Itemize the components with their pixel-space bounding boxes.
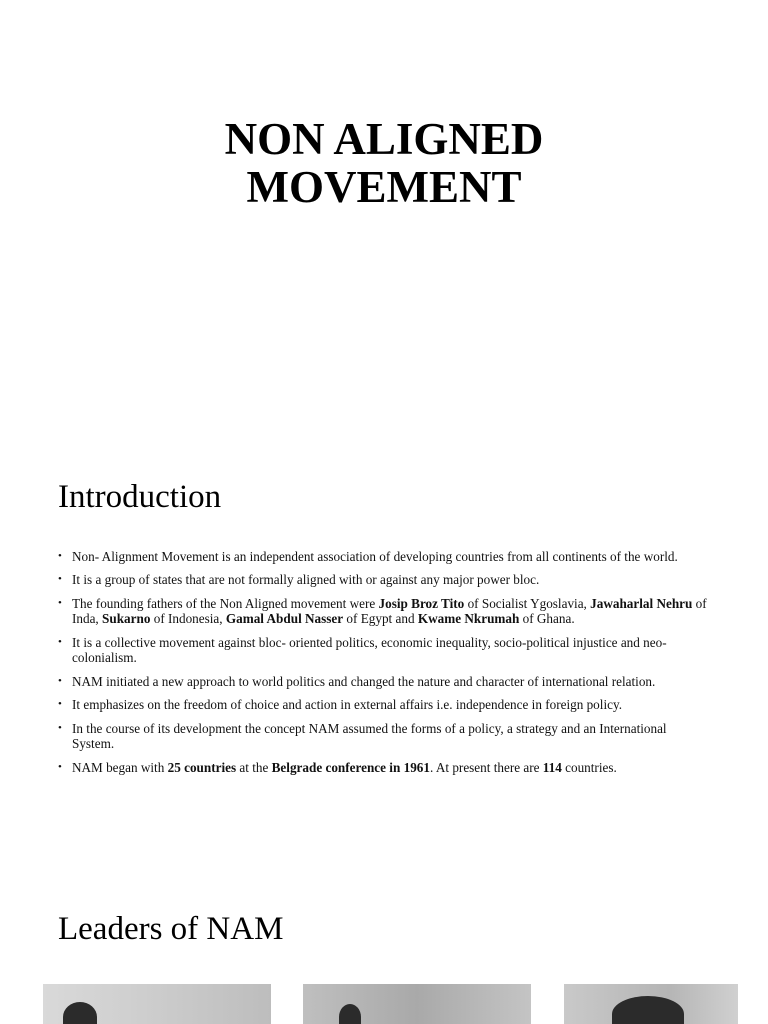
bullet-dot-icon: • xyxy=(58,596,62,609)
introduction-bullet-item xyxy=(58,549,708,565)
leader-photo-1-figure xyxy=(63,1002,97,1024)
introduction-bullet-item xyxy=(58,674,708,690)
bullet-dot-icon: • xyxy=(58,635,62,648)
leader-photo-3 xyxy=(564,984,738,1024)
bullet-text: at the xyxy=(236,759,272,775)
bullet-text: of Inda, xyxy=(72,595,707,627)
introduction-bullet-item xyxy=(58,721,708,752)
introduction-bullet-item xyxy=(58,572,708,588)
bullet-bold-text: 114 xyxy=(542,759,562,775)
bullet-dot-icon: • xyxy=(58,760,62,773)
title-line-2: MOVEMENT xyxy=(246,162,522,212)
bullet-text: It is a group of states that are not formally aligned with or against any major power bloc. xyxy=(72,572,540,588)
bullet-dot-icon: • xyxy=(58,573,62,586)
bullet-text: The founding fathers of the Non Aligned movement were xyxy=(72,595,379,611)
bullet-text: Non- Alignment Movement is an independent association of developing countries from all continents of the world. xyxy=(72,549,678,564)
leader-photo-2-figure xyxy=(339,1004,361,1024)
introduction-heading: Introduction xyxy=(58,479,222,515)
bullet-bold-text: Sukarno xyxy=(102,611,151,627)
bullet-text: It is a collective movement against bloc- oriented politics, economic inequality, socio-political injustice and neo-colonialism. xyxy=(72,634,667,666)
introduction-bullet-item xyxy=(58,697,708,713)
bullet-text: It emphasizes on the freedom of choice and action in external affairs i.e. independence in foreign policy. xyxy=(72,697,622,713)
leader-photo-1 xyxy=(43,984,271,1024)
bullet-text: countries. xyxy=(561,759,617,775)
bullet-dot-icon: • xyxy=(58,698,62,711)
bullet-dot-icon: • xyxy=(58,721,62,734)
bullet-bold-text: Belgrade conference in 1961 xyxy=(271,759,430,775)
bullet-text: In the course of its development the concept NAM assumed the forms of a policy, a strategy and an International System. xyxy=(72,720,667,752)
page-title xyxy=(0,115,768,211)
bullet-text: of Indonesia, xyxy=(150,611,226,627)
leaders-heading: Leaders of NAM xyxy=(58,911,284,947)
introduction-bullet-item xyxy=(58,635,708,666)
bullet-text: NAM began with xyxy=(72,759,168,775)
bullet-bold-text: Gamal Abdul Nasser xyxy=(225,611,344,627)
bullet-dot-icon: • xyxy=(58,674,62,687)
introduction-bullet-list xyxy=(58,549,708,783)
bullet-text: of Socialist Ygoslavia, xyxy=(464,595,591,611)
leader-photo-3-figure xyxy=(612,996,684,1024)
bullet-text: of Ghana. xyxy=(519,611,575,627)
bullet-dot-icon: • xyxy=(58,550,62,562)
leader-photo-2 xyxy=(303,984,531,1024)
title-line-1: NON ALIGNED xyxy=(224,114,544,164)
introduction-bullet-item xyxy=(58,760,708,776)
introduction-bullet-item xyxy=(58,596,708,627)
bullet-bold-text: Josip Broz Tito xyxy=(378,595,465,611)
bullet-text: . At present there are xyxy=(429,759,543,775)
bullet-bold-text: Jawaharlal Nehru xyxy=(590,595,693,611)
bullet-bold-text: 25 countries xyxy=(167,759,237,775)
bullet-text: of Egypt and xyxy=(343,611,418,627)
bullet-bold-text: Kwame Nkrumah xyxy=(417,611,520,627)
bullet-text: NAM initiated a new approach to world politics and changed the nature and character of international relation. xyxy=(72,673,656,689)
